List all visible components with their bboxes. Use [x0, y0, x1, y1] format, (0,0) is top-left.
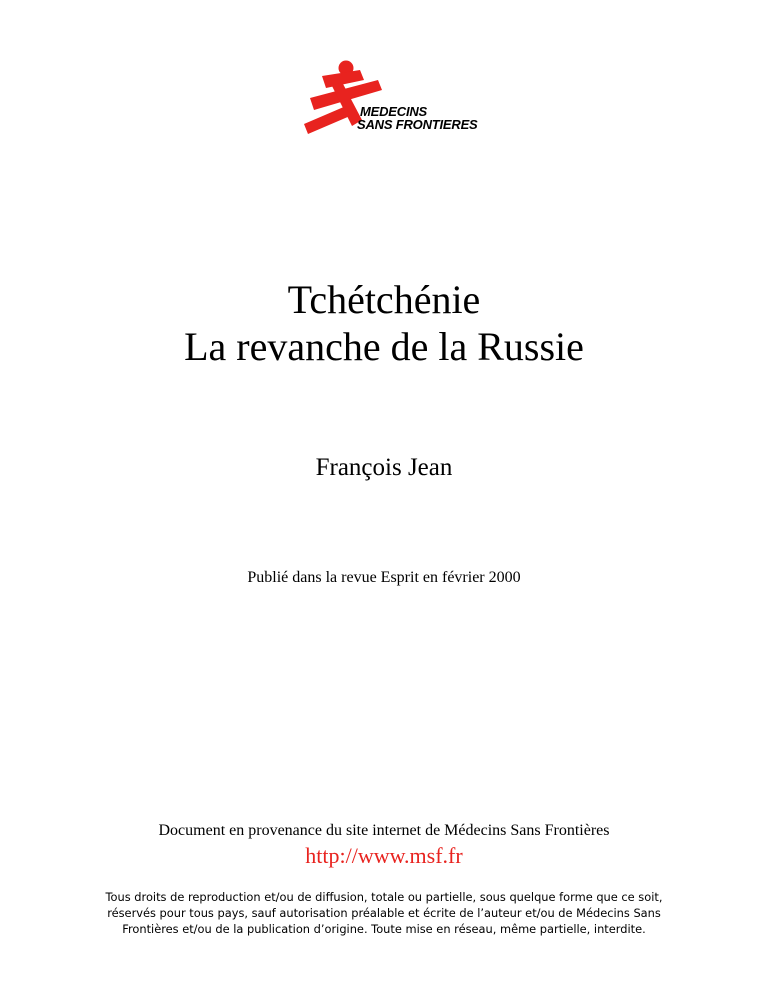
msf-website-link[interactable]: http://www.msf.fr: [305, 843, 463, 868]
publication-note: Publié dans la revue Esprit en février 2000: [247, 569, 521, 586]
title-line-2: La revanche de la Russie: [184, 324, 584, 369]
copyright-line-3: Frontières et/ou de la publication d’origine. Toute mise en réseau, même partielle, interdite.: [122, 922, 646, 936]
copyright-notice: [50, 889, 718, 937]
logo-wordmark: [357, 104, 478, 132]
msf-logo: [300, 58, 490, 138]
logo-line-2: SANS FRONTIERES: [357, 117, 478, 132]
author-name: François Jean: [315, 454, 453, 481]
logo-line-1: MEDECINS: [360, 104, 428, 119]
title-line-1: Tchétchénie: [287, 277, 481, 322]
copyright-line-1: Tous droits de reproduction et/ou de diffusion, totale ou partielle, sous quelque forme que ce soit,: [105, 890, 663, 904]
document-title: [0, 276, 768, 370]
source-note: Document en provenance du site internet de Médecins Sans Frontières: [158, 822, 610, 839]
copyright-line-2: réservés pour tous pays, sauf autorisation préalable et écrite de l’auteur et/ou de Médecins Sans: [107, 906, 661, 920]
